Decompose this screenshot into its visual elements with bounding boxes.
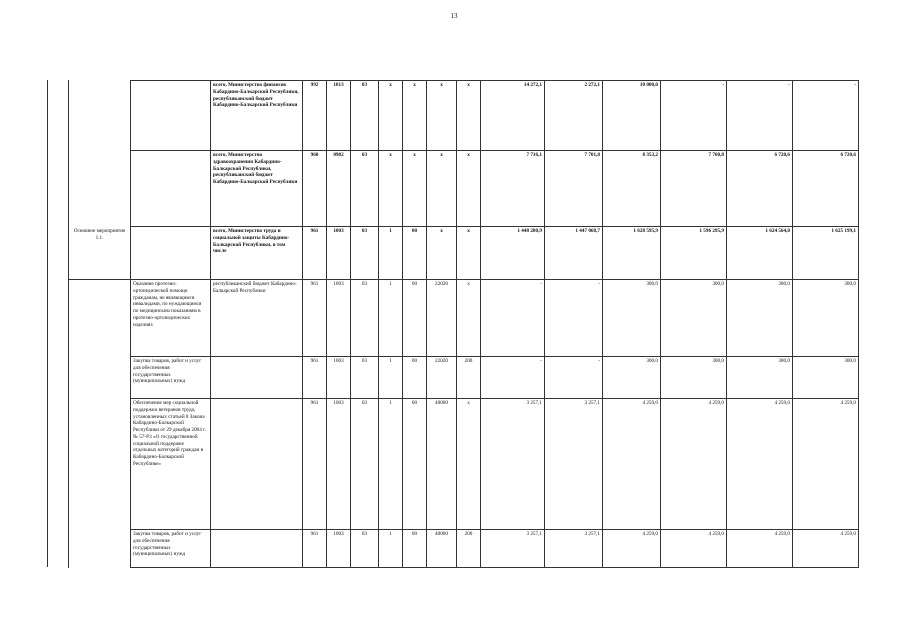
executor-cell xyxy=(211,357,303,399)
grbs-cell: 960 xyxy=(303,151,327,227)
measure-cell xyxy=(69,357,131,399)
measure-name-cell: Закупка товаров, работ и услуг для обеспечения государственных (муниципальных) нужд xyxy=(131,530,211,568)
executor-cell: всего, Министерство здравоохранения Кабардино-Балкарской Республики, республиканский бюджет Кабардино-Балкарской Республики xyxy=(211,151,303,227)
om-cell: 00 xyxy=(403,227,427,280)
year-4-cell: 1 596 295,9 xyxy=(661,227,727,280)
budget-table xyxy=(68,80,859,568)
vr-cell: 200 xyxy=(457,357,481,399)
gp-cell: 03 xyxy=(351,530,379,568)
year-5-cell: 6 720,6 xyxy=(727,151,793,227)
rzpr-cell: 1003 xyxy=(327,530,351,568)
gp-cell: 03 xyxy=(351,151,379,227)
om-cell: x xyxy=(403,81,427,151)
pgp-cell: 1 xyxy=(379,530,403,568)
page-number: 13 xyxy=(450,12,458,20)
table-row xyxy=(69,280,859,357)
year-2-cell: - xyxy=(545,357,603,399)
om-cell: 00 xyxy=(403,399,427,530)
year-5-cell: 4 259,0 xyxy=(727,530,793,568)
year-1-cell: 3 257,1 xyxy=(481,530,545,568)
measure-cell xyxy=(69,151,131,227)
year-6-cell: 300,0 xyxy=(793,357,859,399)
grbs-cell: 961 xyxy=(303,280,327,357)
rzpr-cell: 0902 xyxy=(327,151,351,227)
om-cell: x xyxy=(403,151,427,227)
measure-name-cell xyxy=(131,151,211,227)
csr-cell: 40060 xyxy=(427,399,457,530)
rzpr-cell: 1013 xyxy=(327,81,351,151)
year-3-cell: 1 628 595,9 xyxy=(603,227,661,280)
year-4-cell: 4 259,0 xyxy=(661,530,727,568)
rzpr-cell: 1003 xyxy=(327,280,351,357)
grbs-cell: 961 xyxy=(303,357,327,399)
csr-cell: 40060 xyxy=(427,530,457,568)
rzpr-cell: 1003 xyxy=(327,399,351,530)
vr-cell: x xyxy=(457,280,481,357)
om-cell: 00 xyxy=(403,357,427,399)
year-4-cell: 4 259,0 xyxy=(661,399,727,530)
year-4-cell: - xyxy=(661,81,727,151)
year-6-cell: 4 259,0 xyxy=(793,399,859,530)
csr-cell: 22020 xyxy=(427,280,457,357)
csr-cell: x xyxy=(427,151,457,227)
vr-cell: x xyxy=(457,151,481,227)
pgp-cell: 1 xyxy=(379,399,403,530)
vr-cell: x xyxy=(457,227,481,280)
executor-cell: всего, Министерство труда и социальной защиты Кабардино-Балкарской Республики, в том числе xyxy=(211,227,303,280)
gp-cell: 03 xyxy=(351,357,379,399)
csr-cell: x xyxy=(427,81,457,151)
year-6-cell: 1 625 199,1 xyxy=(793,227,859,280)
measure-name-cell: Закупка товаров, работ и услуг для обеспечения государственных (муниципальных) нужд xyxy=(131,357,211,399)
year-5-cell: 300,0 xyxy=(727,280,793,357)
table-row xyxy=(69,151,859,227)
year-2-cell: 7 701,8 xyxy=(545,151,603,227)
year-3-cell: 8 353,2 xyxy=(603,151,661,227)
year-1-cell: 7 716,1 xyxy=(481,151,545,227)
year-1-cell: 1 448 200,9 xyxy=(481,227,545,280)
year-1-cell: - xyxy=(481,357,545,399)
gp-cell: 03 xyxy=(351,280,379,357)
year-1-cell: - xyxy=(481,280,545,357)
year-3-cell: 300,0 xyxy=(603,280,661,357)
vr-cell: x xyxy=(457,399,481,530)
measure-cell xyxy=(69,81,131,151)
vr-cell: x xyxy=(457,81,481,151)
year-5-cell: 300,0 xyxy=(727,357,793,399)
year-4-cell: 300,0 xyxy=(661,357,727,399)
csr-cell: 22020 xyxy=(427,357,457,399)
om-cell: 00 xyxy=(403,530,427,568)
pgp-cell: 1 xyxy=(379,280,403,357)
grbs-cell: 992 xyxy=(303,81,327,151)
year-2-cell: - xyxy=(545,280,603,357)
table-row xyxy=(69,399,859,530)
rzpr-cell: 1003 xyxy=(327,357,351,399)
year-3-cell: 300,0 xyxy=(603,357,661,399)
year-6-cell: 300,0 xyxy=(793,280,859,357)
measure-name-cell: Обеспечение мер социальной поддержки ветеранов труда, установленных статьей 8 Закона Кабардино-Балкарской Республики от 29 декабря 2004 г. № 57-РЗ «О государственной социальной поддержке отдельных категорий граждан в Кабардино-Балкарской Республике» xyxy=(131,399,211,530)
table-row xyxy=(69,530,859,568)
year-1-cell: 3 257,1 xyxy=(481,399,545,530)
year-3-cell: 4 259,0 xyxy=(603,399,661,530)
measure-name-cell xyxy=(131,227,211,280)
gp-cell: 03 xyxy=(351,81,379,151)
year-2-cell: 3 257,1 xyxy=(545,399,603,530)
measure-cell xyxy=(69,399,131,530)
year-2-cell: 2 272,1 xyxy=(545,81,603,151)
year-4-cell: 7 760,8 xyxy=(661,151,727,227)
year-3-cell: 4 259,0 xyxy=(603,530,661,568)
measure-cell: Основное мероприятие 1.1. xyxy=(69,227,131,280)
pgp-cell: x xyxy=(379,81,403,151)
executor-cell xyxy=(211,530,303,568)
year-6-cell: - xyxy=(793,81,859,151)
year-2-cell: 1 447 068,7 xyxy=(545,227,603,280)
year-5-cell: 4 259,0 xyxy=(727,399,793,530)
year-6-cell: 6 720,6 xyxy=(793,151,859,227)
rzpr-cell: 1003 xyxy=(327,227,351,280)
measure-cell xyxy=(69,530,131,568)
year-3-cell: 10 000,0 xyxy=(603,81,661,151)
year-5-cell: 1 624 564,8 xyxy=(727,227,793,280)
table-row xyxy=(69,227,859,280)
pgp-cell: 1 xyxy=(379,227,403,280)
measure-name-cell: Оказание протезно-ортопедической помощи гражданам, не являющимся инвалидами, по нуждающимся по медицинским показаниям в протезно-ортопедических изделиях xyxy=(131,280,211,357)
executor-cell: всего, Министерство финансов Кабардино-Балкарской Республики, республиканский бюджет Кабардино-Балкарской Республики xyxy=(211,81,303,151)
left-margin-rule xyxy=(47,80,48,567)
year-5-cell: - xyxy=(727,81,793,151)
csr-cell: x xyxy=(427,227,457,280)
pgp-cell: x xyxy=(379,151,403,227)
measure-cell xyxy=(69,280,131,357)
vr-cell: 200 xyxy=(457,530,481,568)
pgp-cell: 1 xyxy=(379,357,403,399)
measure-name-cell xyxy=(131,81,211,151)
executor-cell: республиканский бюджет Кабардино-Балкарской Республики xyxy=(211,280,303,357)
gp-cell: 03 xyxy=(351,399,379,530)
year-4-cell: 300,0 xyxy=(661,280,727,357)
table-row xyxy=(69,81,859,151)
year-1-cell: 14 272,1 xyxy=(481,81,545,151)
executor-cell xyxy=(211,399,303,530)
grbs-cell: 961 xyxy=(303,399,327,530)
year-6-cell: 4 259,0 xyxy=(793,530,859,568)
year-2-cell: 3 257,1 xyxy=(545,530,603,568)
table-row xyxy=(69,357,859,399)
om-cell: 00 xyxy=(403,280,427,357)
grbs-cell: 961 xyxy=(303,227,327,280)
grbs-cell: 961 xyxy=(303,530,327,568)
gp-cell: 03 xyxy=(351,227,379,280)
